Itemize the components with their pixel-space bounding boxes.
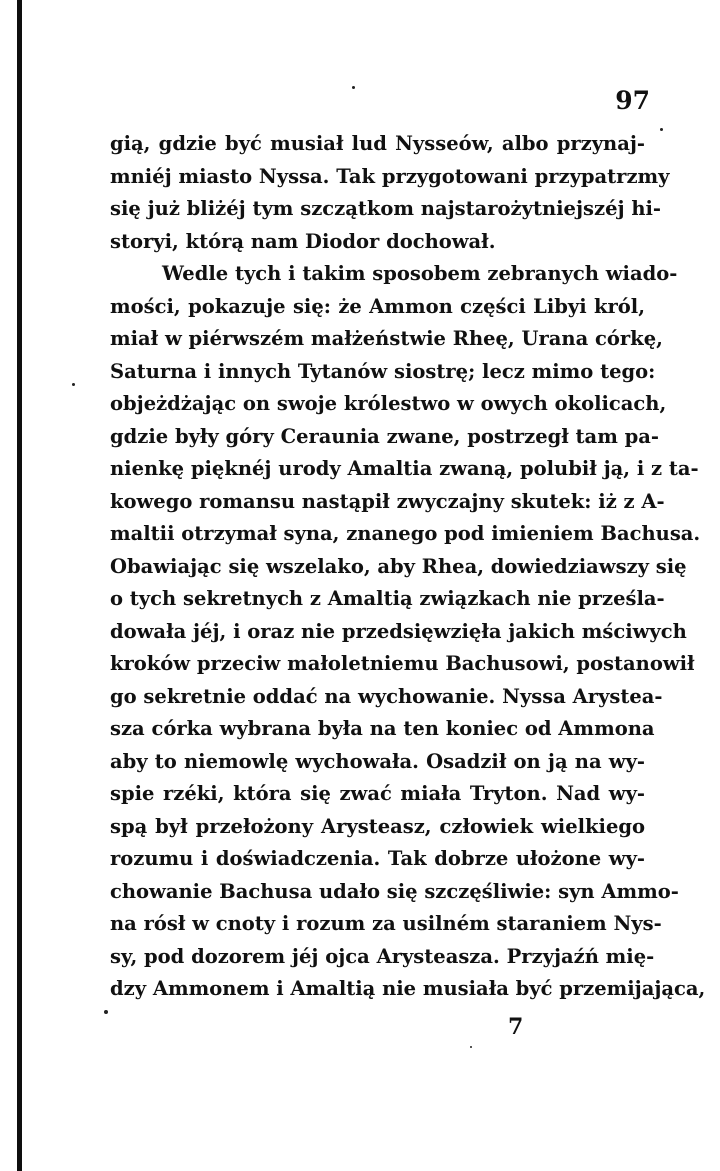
text-line: aby to niemowlę wychowała. Osadził on ją na wy- (110, 749, 645, 773)
scan-speck (104, 1010, 108, 1014)
scan-speck (470, 1046, 472, 1048)
scan-speck (72, 383, 75, 386)
text-line: spie rzéki, która się zwać miała Tryton. Nad wy- (110, 782, 645, 805)
text-line: Wedle tych i takim sposobem zebranych wiado- (162, 262, 678, 285)
text-line: mości, pokazuje się: że Ammon części Libyi król, (110, 294, 645, 318)
scan-speck (660, 128, 663, 131)
signature-mark: 7 (508, 1014, 524, 1040)
text-line: miał w piérwszém małżeństwie Rheę, Urana córkę, (110, 327, 663, 350)
text-line: dowała jéj, i oraz nie przedsięwzięła jakich mściwych (110, 619, 687, 643)
page-edge-rule (17, 0, 22, 1171)
text-line: sza córka wybrana była na ten koniec od Ammona (110, 717, 655, 740)
text-line: Obawiając się wszelako, aby Rhea, dowiedziawszy się (110, 554, 687, 578)
text-line: dzy Ammonem i Amaltią nie musiała być przemijająca, (110, 977, 706, 1000)
text-line: chowanie Bachusa udało się szczęśliwie: syn Ammo- (110, 879, 679, 903)
text-line: nienkę pięknéj urody Amaltia zwaną, polubił ją, i z ta- (110, 457, 699, 480)
text-line: kroków przeciw małoletniemu Bachusowi, postanowił (110, 652, 695, 675)
text-line: kowego romansu nastąpił zwyczajny skutek: iż z A- (110, 489, 665, 513)
text-line: o tych sekretnych z Amaltią związkach nie prześla- (110, 587, 665, 610)
text-line: na rósł w cnoty i rozum za usilném staraniem Nys- (110, 912, 662, 935)
text-line: maltii otrzymał syna, znanego pod imieniem Bachusa. (110, 522, 701, 545)
scan-speck (352, 86, 355, 89)
page-number: 97 (615, 86, 650, 115)
text-line: gdzie były góry Ceraunia zwane, postrzegł tam pa- (110, 424, 659, 448)
text-line: Saturna i innych Tytanów siostrę; lecz mimo tego: (110, 359, 656, 383)
body-text (110, 128, 706, 1006)
text-line: sy, pod dozorem jéj ojca Arysteasza. Przyjaźń mię- (110, 944, 655, 968)
text-line: go sekretnie oddać na wychowanie. Nyssa Arystea- (110, 684, 663, 708)
text-line: się już bliżéj tym szczątkom najstarożytniejszéj hi- (110, 197, 661, 220)
text-line: storyi, którą nam Diodor dochował. (110, 229, 496, 253)
text-line: spą był przełożony Arysteasz, człowiek wielkiego (110, 814, 645, 838)
text-line: gią, gdzie być musiał lud Nysseów, albo przynaj- (110, 132, 645, 155)
text-line: objeżdżając on swoje królestwo w owych okolicach, (110, 392, 667, 415)
text-line: rozumu i doświadczenia. Tak dobrze ułożone wy- (110, 847, 645, 870)
text-line: mniéj miasto Nyssa. Tak przygotowani przypatrzmy (110, 164, 670, 188)
